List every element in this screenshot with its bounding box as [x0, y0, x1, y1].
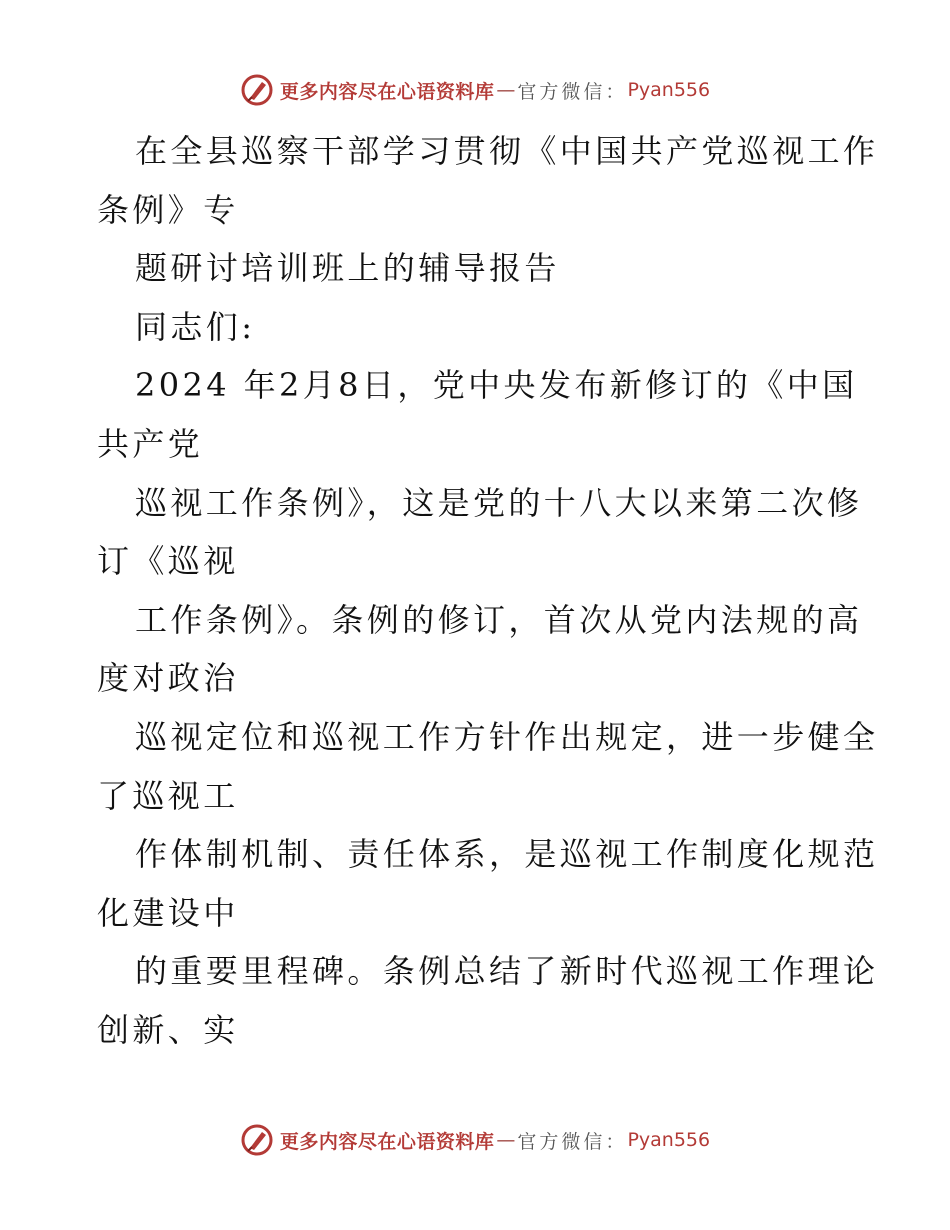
text-line: 的重要里程碑。条例总结了新时代巡视工作理论: [135, 952, 879, 991]
footer-watermark: [0, 1120, 950, 1160]
watermark-label: 官方微信：: [517, 80, 628, 103]
watermark-wechat-id: Pyan556: [627, 79, 711, 101]
text-line: 订《巡视: [97, 542, 239, 581]
text-line: 共产党: [97, 424, 204, 463]
watermark-dash: —: [496, 79, 516, 101]
watermark-text: 更多内容尽在心语资料库: [279, 1130, 495, 1153]
text-line: 化建设中: [97, 893, 239, 932]
text-line: 创新、实: [97, 1010, 239, 1049]
text-line: 巡视定位和巡视工作方针作出规定，进一步健全: [135, 717, 879, 756]
watermark-label: 官方微信：: [517, 1130, 628, 1153]
text-line: 工作条例》。条例的修订，首次从党内法规的高: [135, 600, 863, 639]
text-line: 同志们:: [135, 307, 256, 346]
text-line: 2024 年2月8日，党中央发布新修订的《中国: [135, 366, 858, 405]
quill-pen-seal-icon: [240, 73, 274, 107]
text-line: 条例》专: [97, 190, 239, 229]
watermark-wechat-id: Pyan556: [627, 1129, 711, 1151]
quill-pen-seal-icon: [240, 1123, 274, 1157]
text-line: 度对政治: [97, 659, 239, 698]
text-line: 巡视工作条例》，这是党的十八大以来第二次修: [135, 483, 863, 522]
text-line: 题研讨培训班上的辅导报告: [135, 249, 560, 288]
header-watermark: [0, 70, 950, 110]
text-line: 了巡视工: [97, 776, 239, 815]
document-body: [97, 122, 879, 1060]
watermark-text: 更多内容尽在心语资料库: [279, 80, 495, 103]
text-line: 在全县巡察干部学习贯彻《中国共产党巡视工作: [135, 132, 879, 170]
text-line: 作体制机制、责任体系，是巡视工作制度化规范: [135, 835, 879, 874]
watermark-dash: —: [496, 1129, 516, 1151]
